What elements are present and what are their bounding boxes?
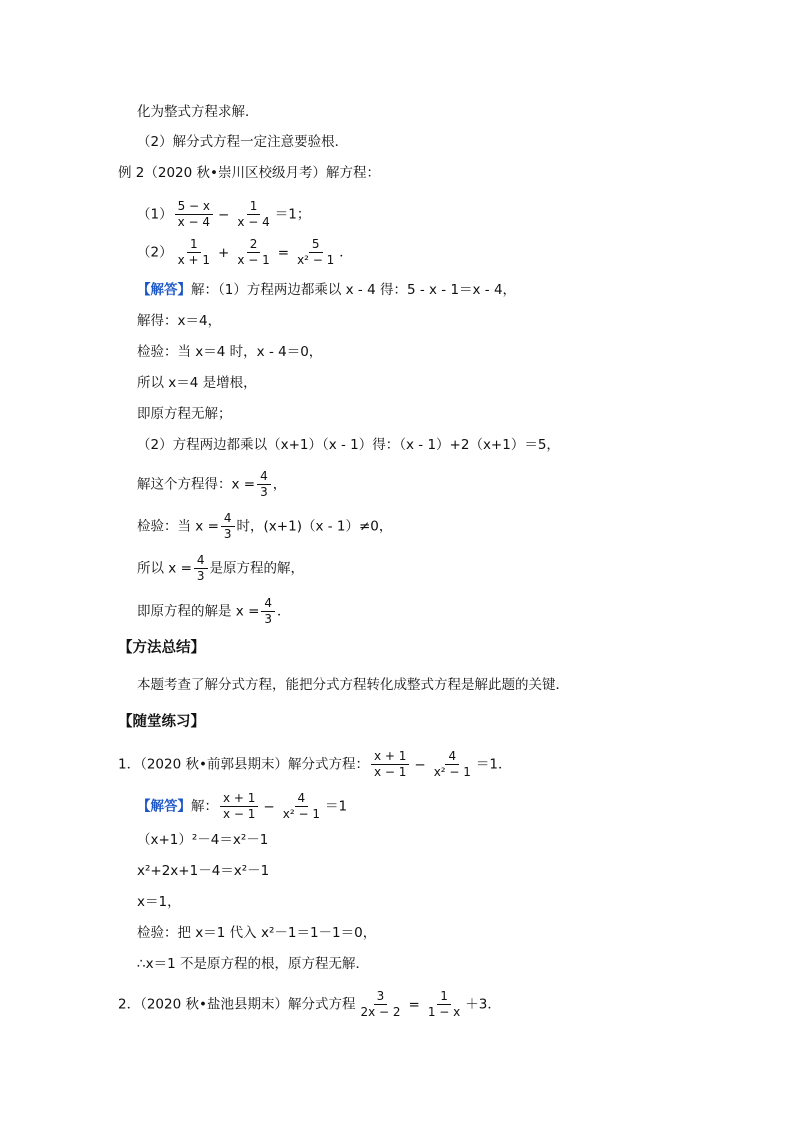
answer-line: 所以 x＝4 是增根， xyxy=(137,375,257,391)
fraction: $\frac{3}{2x - 2}$ xyxy=(360,989,401,1020)
answer-tag: 【解答】 xyxy=(137,798,191,815)
question-line xyxy=(118,990,501,1019)
fraction: $\frac{4}{3}$ xyxy=(194,554,208,583)
answer-text: 即原方程的解是 x = xyxy=(137,603,260,620)
text-line: （2）解分式方程一定注意要验根． xyxy=(137,134,349,150)
minus-sign: − xyxy=(263,798,275,815)
answer-text: 解这个方程得：x = xyxy=(137,476,256,493)
answer-line xyxy=(137,512,392,541)
minus-sign: − xyxy=(414,756,426,773)
answer-line xyxy=(137,279,516,301)
fraction: $\frac{1}{x - 4}$ xyxy=(237,199,270,230)
question-text: 1．（2020 秋•前郭县期末）解分式方程： xyxy=(118,756,369,773)
fraction: $\frac{x + 1}{x - 1}$ xyxy=(371,750,409,779)
fraction: $\frac{4}{3}$ xyxy=(257,470,271,499)
equation-tail: ＝1； xyxy=(274,206,311,223)
part-label: （2） xyxy=(137,244,173,261)
question-text: 2．（2020 秋•盐池县期末）解分式方程 xyxy=(118,996,356,1013)
plus-sign: + xyxy=(218,244,230,261)
answer-line xyxy=(137,554,304,583)
answer-line: x＝1， xyxy=(137,894,181,910)
part-label: （1） xyxy=(137,206,173,223)
answer-text: ， xyxy=(272,476,287,493)
answer-line: 解得：x＝4， xyxy=(137,313,222,329)
example-title: 例 2（2020 秋•崇川区校级月考）解方程： xyxy=(118,165,380,181)
fraction: $\frac{4}{\text{x² − 1}}$ xyxy=(282,791,320,822)
question-text: ＝1． xyxy=(475,756,512,773)
text-line: 化为整式方程求解． xyxy=(137,104,259,120)
equals-sign: = xyxy=(277,244,290,261)
answer-line: ∴x＝1 不是原方程的根，原方程无解． xyxy=(137,956,369,972)
answer-line: （x+1）²－4＝x²－1 xyxy=(137,832,269,848)
fraction: $\frac{x + 1}{x - 1}$ xyxy=(220,792,258,821)
answer-line: x²+2x+1－4＝x²－1 xyxy=(137,863,270,879)
equation-line xyxy=(137,200,310,229)
equals-sign: = xyxy=(408,996,420,1013)
answer-line: 检验：把 x＝1 代入 x²－1＝1－1＝0， xyxy=(137,925,377,941)
fraction: $\frac{5}{\text{x² − 1}}$ xyxy=(297,237,335,268)
answer-text: 所以 x = xyxy=(137,560,192,577)
fraction: $\frac{4}{\text{x² − 1}}$ xyxy=(433,749,471,780)
fraction: $\frac{2}{x - 1}$ xyxy=(237,237,270,268)
section-heading: 【随堂练习】 xyxy=(118,714,205,730)
answer-tag: 【解答】 xyxy=(137,282,191,298)
answer-text: 检验：当 x = xyxy=(137,518,219,535)
answer-text: 解：（1）方程两边都乘以 x - 4 得：5 - x - 1＝x - 4， xyxy=(191,282,517,298)
fraction: $\frac{1}{1 - x}$ xyxy=(427,989,461,1020)
minus-sign: − xyxy=(218,206,230,223)
fraction: $\frac{4}{3}$ xyxy=(261,597,275,626)
answer-line: （2）方程两边都乘以（x+1）（x - 1）得：（x - 1）+2（x+1）＝5， xyxy=(137,437,560,453)
answer-text: ． xyxy=(277,603,291,620)
answer-line xyxy=(137,470,286,499)
answer-line: 检验：当 x＝4 时，x - 4＝0， xyxy=(137,344,323,360)
equation-line xyxy=(137,238,353,267)
fraction: $\frac{5 - x}{x - 4}$ xyxy=(175,200,213,229)
answer-text: ＝1 xyxy=(324,798,348,815)
answer-text: 解： xyxy=(191,798,218,815)
summary-text: 本题考查了解分式方程，能把分式方程转化成整式方程是解此题的关键． xyxy=(137,677,569,693)
answer-line: 即原方程无解； xyxy=(137,406,232,422)
answer-text: 时，(x+1)（x - 1）≠0， xyxy=(236,518,393,535)
fraction: $\frac{1}{x + 1}$ xyxy=(177,237,211,268)
answer-line xyxy=(137,792,347,821)
question-line xyxy=(118,750,512,779)
answer-text: 是原方程的解， xyxy=(209,560,305,577)
section-heading: 【方法总结】 xyxy=(118,640,205,656)
fraction: $\frac{4}{3}$ xyxy=(221,512,235,541)
answer-line xyxy=(137,597,291,626)
question-text: ＋3． xyxy=(465,996,501,1013)
equation-tail: ． xyxy=(339,244,353,261)
